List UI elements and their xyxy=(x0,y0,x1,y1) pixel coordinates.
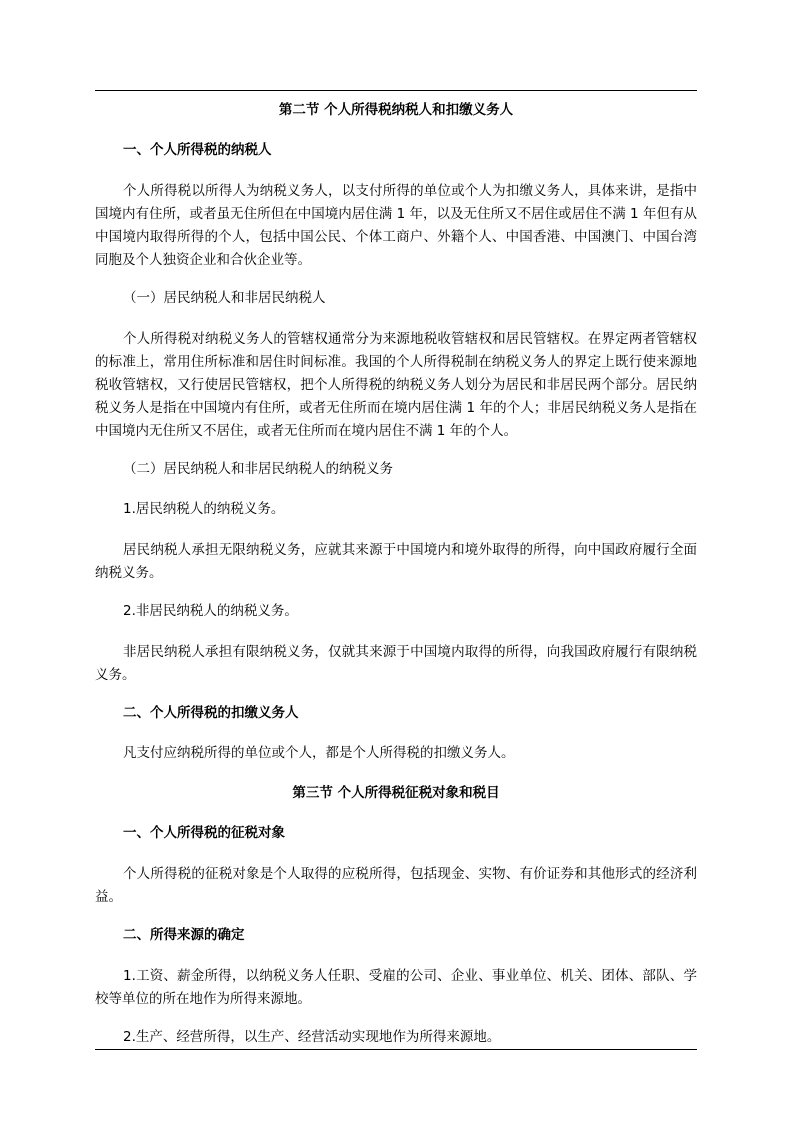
paragraph: 凡支付应纳税所得的单位或个人，都是个人所得税的扣缴义务人。 xyxy=(123,745,515,761)
paragraph: 个人所得税的征税对象是个人取得的应税所得，包括现金、实物、有价证券和其他形式的经济利益。 xyxy=(95,866,697,905)
subheading: （二）居民纳税人和非居民纳税人的纳税义务 xyxy=(123,461,393,477)
footer-rule xyxy=(95,1049,697,1050)
paragraph: 个人所得税以所得人为纳税义务人，以支付所得的单位或个人为扣缴义务人，具体来讲，是指中国境内有住所，或者虽无住所但在中国境内居住满 1 年，以及无住所又不居住或居住不满 1 年但有从中国境内取得所得的个人，包括中国公民、个体工商户、外籍个人、中国香港、中国澳门、中国台湾同胞及个人独资企业和合伙企业等。 xyxy=(95,183,697,268)
header-rule xyxy=(95,90,697,91)
heading: 一、个人所得税的纳税人 xyxy=(123,142,272,158)
list-item: 2.非居民纳税人的纳税义务。 xyxy=(123,603,298,619)
heading: 二、个人所得税的扣缴义务人 xyxy=(123,705,299,721)
paragraph: 1.工资、薪金所得，以纳税义务人任职、受雇的公司、企业、事业单位、机关、团体、部队、学校等单位的所在地作为所得来源地。 xyxy=(95,968,697,1007)
list-item: 1.居民纳税人的纳税义务。 xyxy=(123,501,285,517)
paragraph: 居民纳税人承担无限纳税义务，应就其来源于中国境内和境外取得的所得，向中国政府履行全面纳税义务。 xyxy=(95,542,697,581)
document-body xyxy=(95,100,697,1067)
heading: 二、所得来源的确定 xyxy=(123,927,245,943)
subheading: （一）居民纳税人和非居民纳税人 xyxy=(123,290,326,306)
section-title: 第三节 个人所得税征税对象和税目 xyxy=(292,785,500,801)
section-title: 第二节 个人所得税纳税人和扣缴义务人 xyxy=(278,102,514,118)
paragraph: 2.生产、经营所得，以生产、经营活动实现地作为所得来源地。 xyxy=(123,1029,501,1045)
paragraph: 非居民纳税人承担有限纳税义务，仅就其来源于中国境内取得的所得，向我国政府履行有限纳税义务。 xyxy=(95,644,697,683)
heading: 一、个人所得税的征税对象 xyxy=(123,825,285,841)
paragraph: 个人所得税对纳税义务人的管辖权通常分为来源地税收管辖权和居民管辖权。在界定两者管辖权的标准上，常用住所标准和居住时间标准。我国的个人所得税制在纳税义务人的界定上既行使来源地税收管辖权，又行使居民管辖权，把个人所得税的纳税义务人划分为居民和非居民两个部分。居民纳税义务人是指在中国境内有住所，或者无住所而在境内居住满 1 年的个人；非居民纳税义务人是指在中国境内无住所又不居住，或者无住所而在境内居住不满 1 年的个人。 xyxy=(95,331,697,439)
